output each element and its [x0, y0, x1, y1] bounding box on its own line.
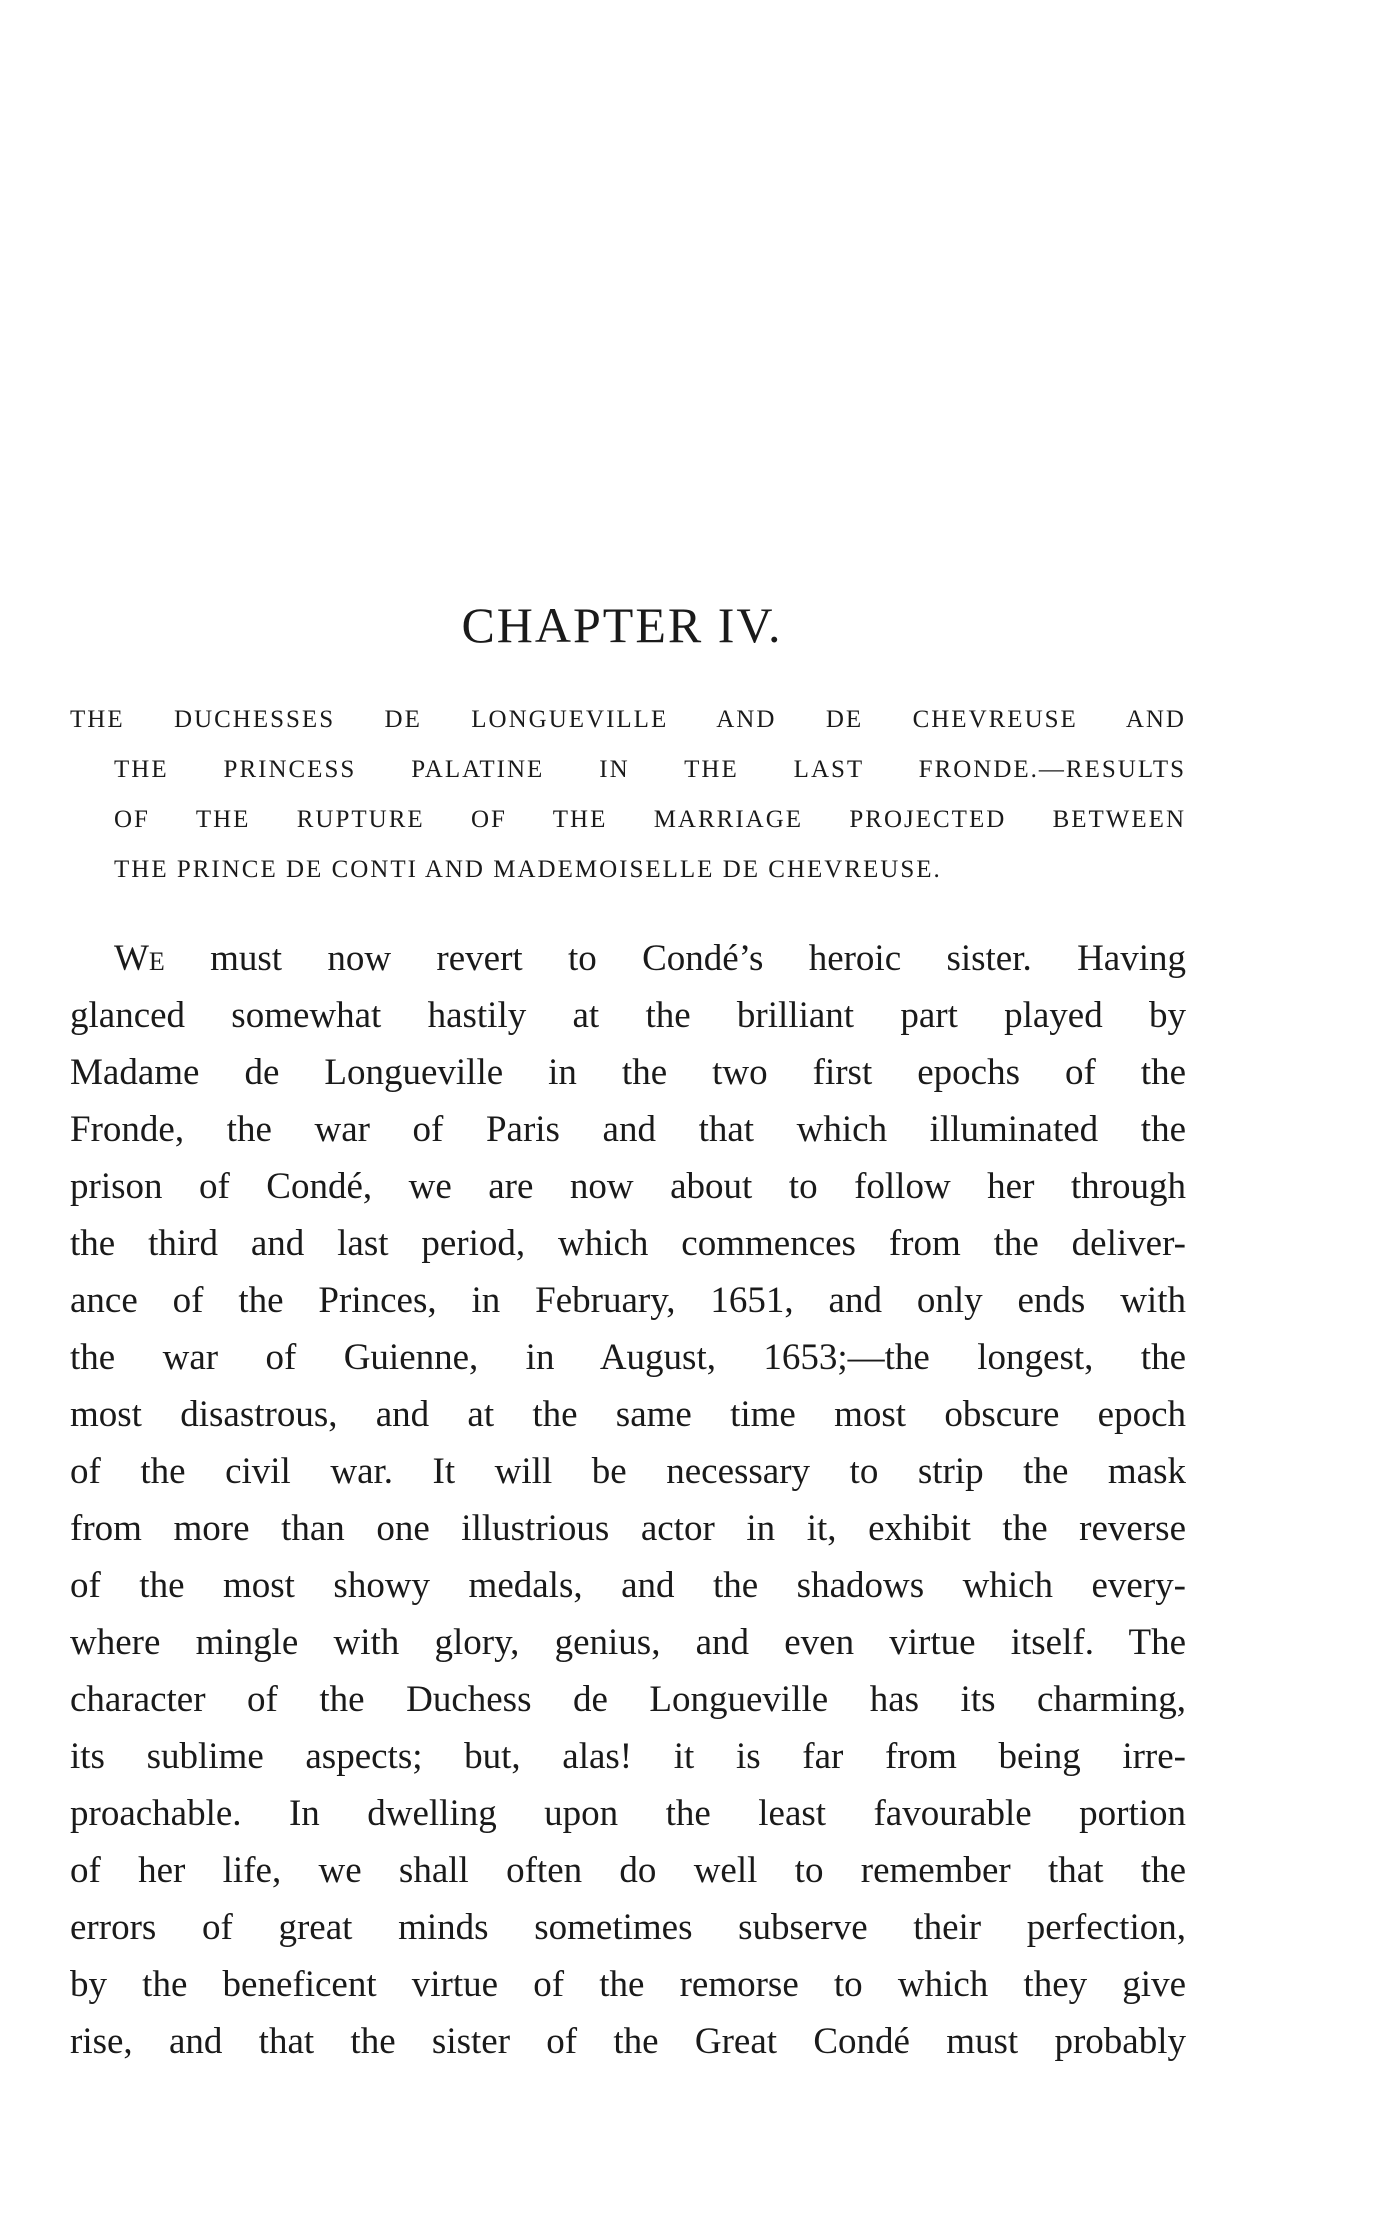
body-line: prison of Condé, we are now about to follow her through [70, 1166, 1186, 1207]
body-line: glanced somewhat hastily at the brilliant part played by [70, 995, 1186, 1036]
body-line: Madame de Longueville in the two first epochs of the [70, 1052, 1186, 1093]
body-line: Fronde, the war of Paris and that which illuminated the [70, 1109, 1186, 1150]
chapter-summary [70, 695, 1186, 895]
body-line: of the most showy medals, and the shadows which every- [70, 1565, 1186, 1606]
first-line-text: must now revert to Condé’s heroic sister. Having [164, 938, 1186, 979]
opening-word: We [114, 938, 165, 979]
body-line: its sublime aspects; but, alas! it is far from being irre- [70, 1736, 1186, 1777]
body-line: the war of Guienne, in August, 1653;—the longest, the [70, 1337, 1186, 1378]
chapter-title: CHAPTER IV. [461, 597, 783, 653]
body-line: the third and last period, which commences from the deliver- [70, 1223, 1186, 1264]
body-line: of her life, we shall often do well to remember that the [70, 1850, 1186, 1891]
body-line: where mingle with glory, genius, and even virtue itself. The [70, 1622, 1186, 1663]
body-line: by the beneficent virtue of the remorse to which they give [70, 1964, 1186, 2005]
body-line: errors of great minds sometimes subserve their perfection, [70, 1907, 1186, 1948]
body-line [70, 930, 1186, 987]
summary-line: THE PRINCESS PALATINE IN THE LAST FRONDE.—RESULTS [114, 756, 1186, 783]
body-paragraph [70, 930, 1186, 2070]
summary-line: THE PRINCE DE CONTI AND MADEMOISELLE DE CHEVREUSE. [114, 856, 942, 883]
summary-line: THE DUCHESSES DE LONGUEVILLE AND DE CHEVREUSE AND [70, 706, 1186, 733]
body-line: of the civil war. It will be necessary to strip the mask [70, 1451, 1186, 1492]
body-line: character of the Duchess de Longueville has its charming, [70, 1679, 1186, 1720]
body-line: most disastrous, and at the same time most obscure epoch [70, 1394, 1186, 1435]
body-line: ance of the Princes, in February, 1651, and only ends with [70, 1280, 1186, 1321]
body-line: from more than one illustrious actor in it, exhibit the reverse [70, 1508, 1186, 1549]
body-line: proachable. In dwelling upon the least favourable portion [70, 1793, 1186, 1834]
body-line: rise, and that the sister of the Great Condé must probably [70, 2021, 1186, 2062]
summary-line: OF THE RUPTURE OF THE MARRIAGE PROJECTED BETWEEN [114, 806, 1186, 833]
